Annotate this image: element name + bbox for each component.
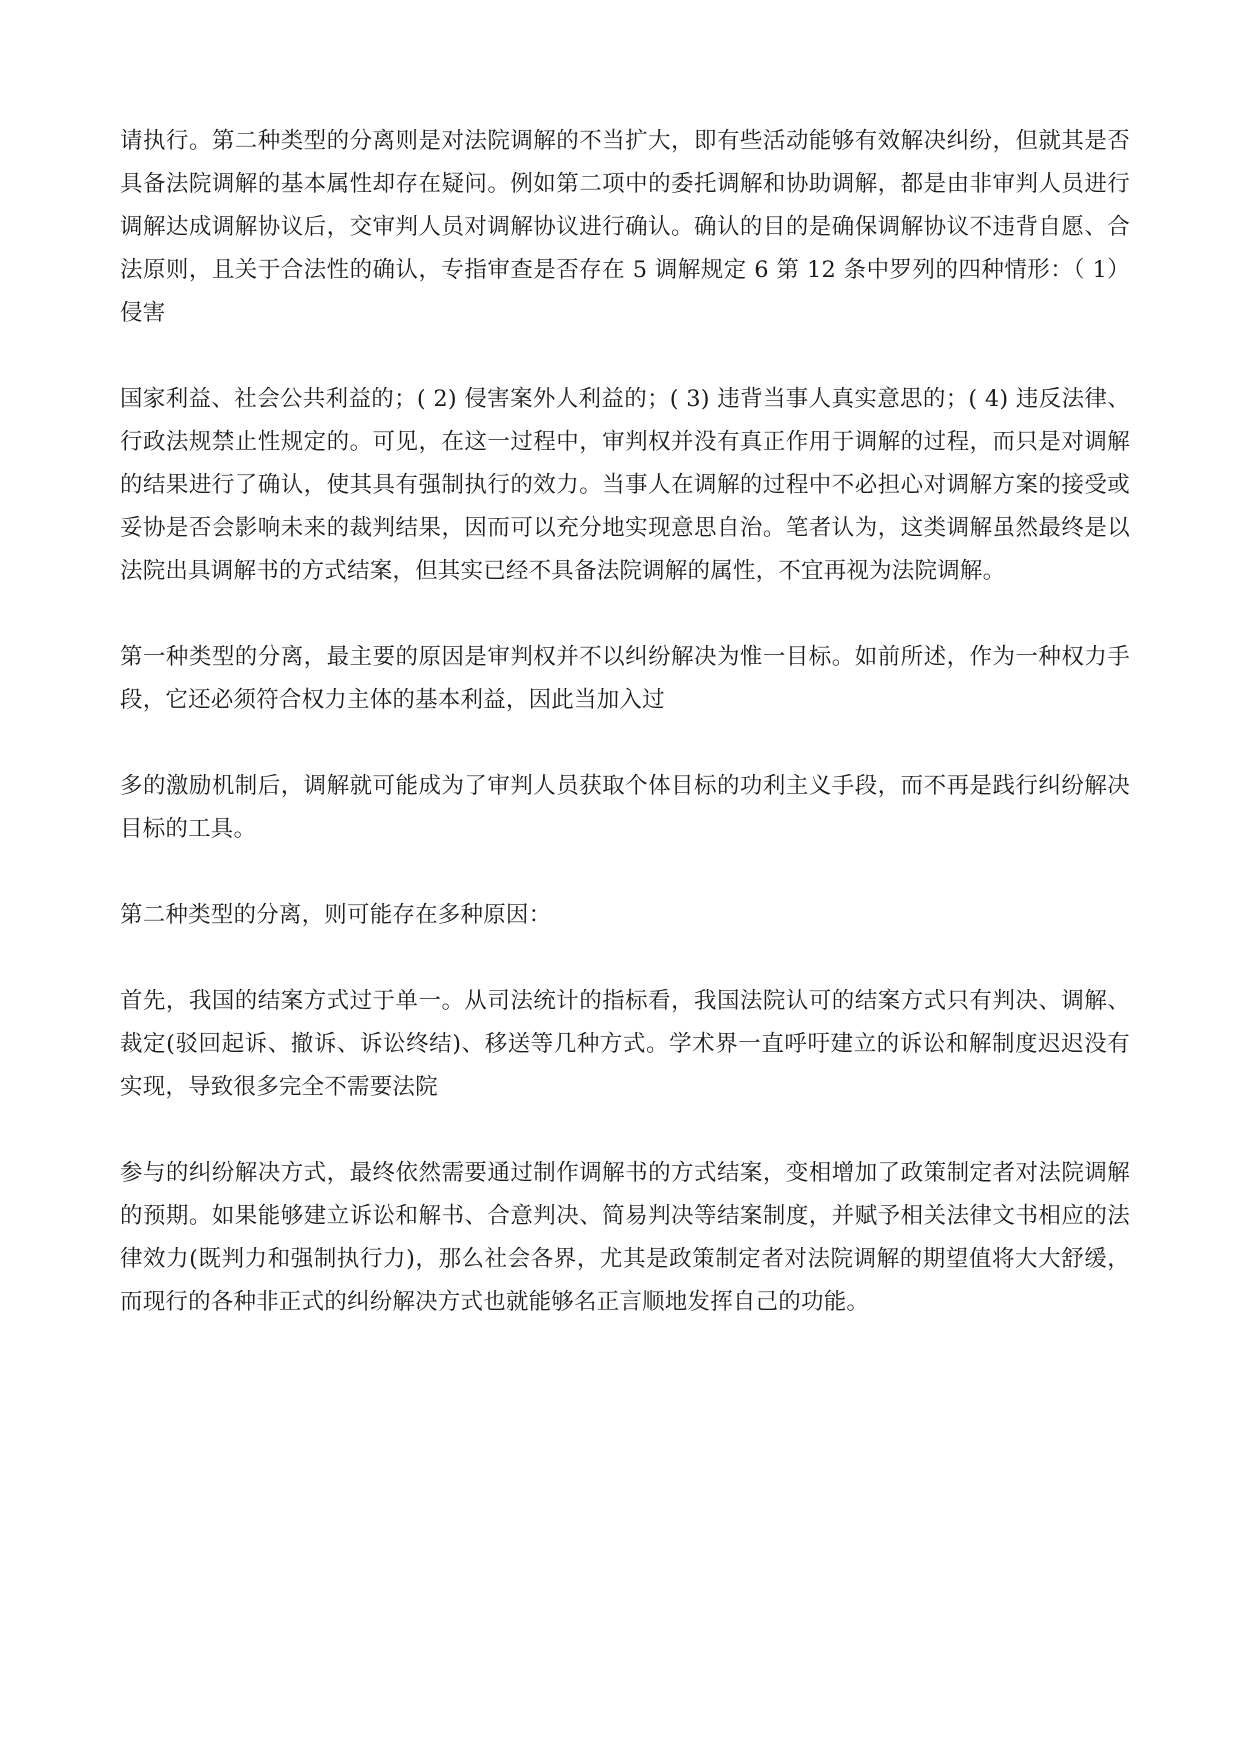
paragraph: 首先，我国的结案方式过于单一。从司法统计的指标看，我国法院认可的结案方式只有判决、调解、裁定(驳回起诉、撤诉、诉讼终结)、移送等几种方式。学术界一直呼吁建立的诉讼和解制度迟迟没有实现，导致很多完全不需要法院	[120, 988, 1130, 1100]
paragraph: 多的激励机制后，调解就可能成为了审判人员获取个体目标的功利主义手段，而不再是践行纠纷解决目标的工具。	[120, 773, 1130, 842]
paragraph: 参与的纠纷解决方式，最终依然需要通过制作调解书的方式结案，变相增加了政策制定者对法院调解的预期。如果能够建立诉讼和解书、合意判决、简易判决等结案制度，并赋予相关法律文书相应的法律效力(既判力和强制执行力)，那么社会各界，尤其是政策制定者对法院调解的期望值将大大舒缓，而现行的各种非正式的纠纷解决方式也就能够名正言顺地发挥自己的功能。	[120, 1160, 1130, 1315]
paragraph: 第二种类型的分离，则可能存在多种原因：	[120, 902, 552, 928]
paragraph: 第一种类型的分离，最主要的原因是审判权并不以纠纷解决为惟一目标。如前所述，作为一种权力手段，它还必须符合权力主体的基本利益，因此当加入过	[120, 644, 1130, 713]
document-body	[120, 120, 1130, 1324]
paragraph: 国家利益、社会公共利益的；( 2) 侵害案外人利益的；( 3) 违背当事人真实意思的；( 4) 违反法律、行政法规禁止性规定的。可见，在这一过程中，审判权并没有真正作用于调解的过程，而只是对调解的结果进行了确认，使其具有强制执行的效力。当事人在调解的过程中不必担心对调解方案的接受或妥协是否会影响未来的裁判结果，因而可以充分地实现意思自治。笔者认为，这类调解虽然最终是以法院出具调解书的方式结案，但其实已经不具备法院调解的属性，不宜再视为法院调解。	[120, 386, 1130, 584]
paragraph: 请执行。第二种类型的分离则是对法院调解的不当扩大，即有些活动能够有效解决纠纷，但就其是否具备法院调解的基本属性却存在疑问。例如第二项中的委托调解和协助调解，都是由非审判人员进行调解达成调解协议后，交审判人员对调解协议进行确认。确认的目的是确保调解协议不违背自愿、合法原则，且关于合法性的确认，专指审查是否存在 5 调解规定 6 第 12 条中罗列的四种情形：（ 1） 侵害	[120, 128, 1130, 326]
